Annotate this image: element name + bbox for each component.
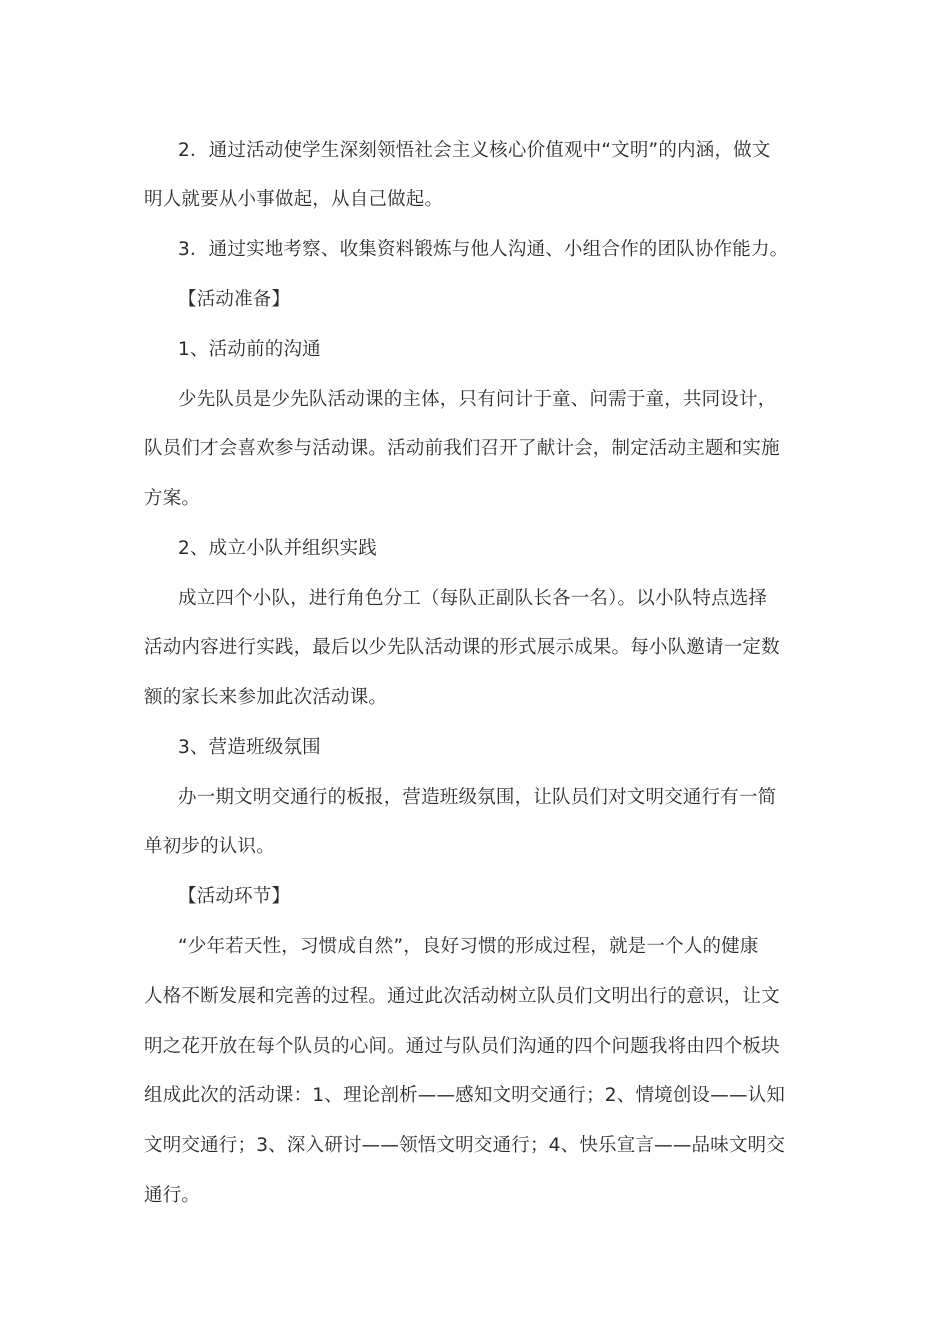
subheading-squads: 2、成立小队并组织实践: [178, 538, 377, 559]
atmosphere-para-line-1: 办一期文明交通行的板报，营造班级氛围，让队员们对文明交通行有一简: [178, 787, 777, 808]
section-heading-preparation: 【活动准备】: [178, 289, 291, 310]
communication-para-line-3: 方案。: [144, 488, 201, 509]
process-para-line-5: 文明交通行；3、深入研讨——领悟文明交通行；4、快乐宣言——品味文明交: [144, 1135, 786, 1156]
communication-para-line-2: 队员们才会喜欢参与活动课。活动前我们召开了献计会，制定活动主题和实施: [144, 438, 780, 459]
subheading-communication: 1、活动前的沟通: [178, 339, 321, 360]
subheading-atmosphere: 3、营造班级氛围: [178, 737, 321, 758]
section-heading-process: 【活动环节】: [178, 886, 291, 907]
process-para-line-1: “少年若天性，习惯成自然”，良好习惯的形成过程，就是一个人的健康: [178, 936, 759, 957]
atmosphere-para-line-2: 单初步的认识。: [144, 836, 275, 857]
objective-2-line-2: 明人就要从小事做起，从自己做起。: [144, 189, 444, 210]
squads-para-line-3: 额的家长来参加此次活动课。: [144, 687, 388, 708]
squads-para-line-1: 成立四个小队，进行角色分工（每队正副队长各一名）。以小队特点选择: [178, 588, 768, 609]
objective-2-line-1: 2．通过活动使学生深刻领悟社会主义核心价值观中“文明”的内涵，做文: [178, 140, 771, 161]
process-para-line-4: 组成此次的活动课：1、理论剖析——感知文明交通行；2、情境创设——认知: [144, 1085, 786, 1106]
process-para-line-6: 通行。: [144, 1185, 201, 1206]
squads-para-line-2: 活动内容进行实践，最后以少先队活动课的形式展示成果。每小队邀请一定数: [144, 637, 780, 658]
process-para-line-2: 人格不断发展和完善的过程。通过此次活动树立队员们文明出行的意识，让文: [144, 986, 780, 1007]
communication-para-line-1: 少先队员是少先队活动课的主体，只有问计于童、问需于童，共同设计，: [178, 389, 777, 410]
process-para-line-3: 明之花开放在每个队员的心间。通过与队员们沟通的四个问题我将由四个板块: [144, 1036, 780, 1057]
objective-3-line: 3．通过实地考察、收集资料锻炼与他人沟通、小组合作的团队协作能力。: [178, 239, 789, 260]
